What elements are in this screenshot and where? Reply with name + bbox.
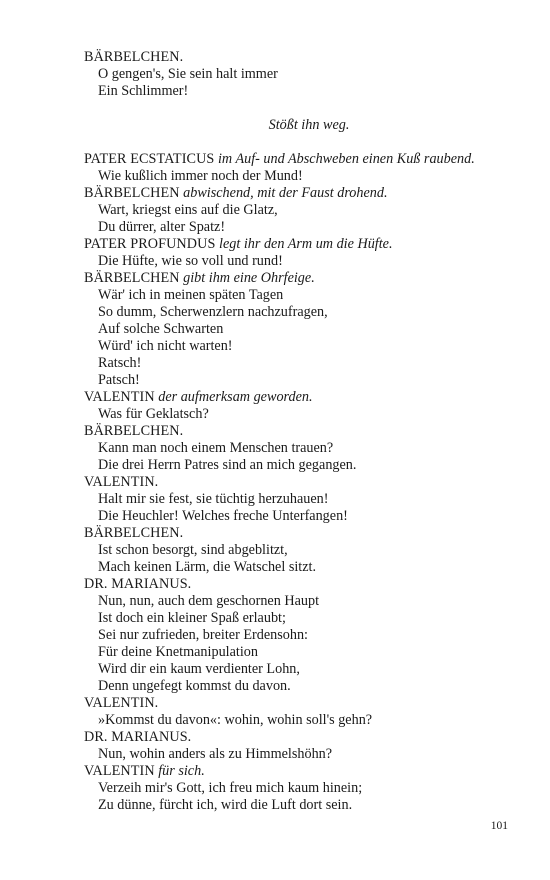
verse-line: Zu dünne, fürcht ich, wird die Luft dort sein. xyxy=(98,797,353,813)
speaker-name: VALENTIN xyxy=(84,389,155,405)
verse-line: Ist schon besorgt, sind abgeblitzt, xyxy=(98,542,288,558)
verse-line: Wie kußlich immer noch der Mund! xyxy=(98,168,303,184)
stage-direction: für sich. xyxy=(154,763,205,779)
speaker-line xyxy=(84,474,524,491)
speaker-line xyxy=(84,389,524,406)
centered-stage-direction: Stößt ihn weg. xyxy=(268,117,350,133)
verse-line: Kann man noch einem Menschen trauen? xyxy=(98,440,334,456)
verse-line: Patsch! xyxy=(98,372,140,388)
verse-line: Verzeih mir's Gott, ich freu mich kaum hinein; xyxy=(98,780,363,796)
speaker-name: PATER ECSTATICUS xyxy=(84,151,215,167)
verse-line: Was für Geklatsch? xyxy=(98,406,209,422)
stage-direction: abwischend, mit der Faust drohend. xyxy=(179,185,388,201)
verse-line: Ist doch ein kleiner Spaß erlaubt; xyxy=(98,610,286,626)
verse-line: Nun, nun, auch dem geschornen Haupt xyxy=(98,593,320,609)
verse-line: Wart, kriegst eins auf die Glatz, xyxy=(98,202,278,218)
verse-line: Auf solche Schwarten xyxy=(98,321,224,337)
speaker-line xyxy=(84,423,524,440)
speaker-line xyxy=(84,185,524,202)
speaker-name: BÄRBELCHEN xyxy=(84,185,180,201)
speaker-line xyxy=(84,763,524,780)
stage-direction: gibt ihm eine Ohrfeige. xyxy=(179,270,315,286)
verse-line: Ratsch! xyxy=(98,355,142,371)
verse-line: Denn ungefegt kommst du davon. xyxy=(98,678,291,694)
verse-line: Sei nur zufrieden, breiter Erdensohn: xyxy=(98,627,308,643)
play-text xyxy=(84,49,524,814)
speaker-name: BÄRBELCHEN. xyxy=(84,423,184,439)
verse-line: Wird dir ein kaum verdienter Lohn, xyxy=(98,661,300,677)
stage-direction: legt ihr den Arm um die Hüfte. xyxy=(215,236,393,252)
verse-line: Nun, wohin anders als zu Himmelshöhn? xyxy=(98,746,333,762)
stage-direction: der aufmerksam geworden. xyxy=(154,389,313,405)
speaker-name: BÄRBELCHEN xyxy=(84,270,180,286)
verse-line: Wär' ich in meinen späten Tagen xyxy=(98,287,284,303)
verse-line: Mach keinen Lärm, die Watschel sitzt. xyxy=(98,559,317,575)
speaker-name: DR. MARIANUS. xyxy=(84,576,192,592)
speaker-name: VALENTIN xyxy=(84,763,155,779)
speaker-name: VALENTIN. xyxy=(84,474,159,490)
verse-line: So dumm, Scherwenzlern nachzufragen, xyxy=(98,304,328,320)
speaker-name: PATER PROFUNDUS xyxy=(84,236,216,252)
verse-line: Die Heuchler! Welches freche Unterfangen! xyxy=(98,508,348,524)
page-number: 101 xyxy=(490,820,508,832)
speaker-name: DR. MARIANUS. xyxy=(84,729,192,745)
speaker-line xyxy=(84,525,524,542)
verse-line: Für deine Knetmanipulation xyxy=(98,644,258,660)
verse-line: Du dürrer, alter Spatz! xyxy=(98,219,226,235)
speaker-name: BÄRBELCHEN. xyxy=(84,49,184,65)
verse-line: Ein Schlimmer! xyxy=(98,83,189,99)
speaker-line xyxy=(84,695,524,712)
verse-line: Die Hüfte, wie so voll und rund! xyxy=(98,253,283,269)
speaker-line xyxy=(84,270,524,287)
speaker-line xyxy=(84,151,524,168)
verse-line: Die drei Herrn Patres sind an mich gegangen. xyxy=(98,457,357,473)
verse-line: Würd' ich nicht warten! xyxy=(98,338,233,354)
speaker-name: VALENTIN. xyxy=(84,695,159,711)
stage-direction: im Auf- und Abschweben einen Kuß raubend. xyxy=(214,151,475,167)
speaker-line xyxy=(84,49,524,66)
speaker-name: BÄRBELCHEN. xyxy=(84,525,184,541)
speaker-line xyxy=(84,729,524,746)
verse-line: Halt mir sie fest, sie tüchtig herzuhauen! xyxy=(98,491,329,507)
verse-line: O gengen's, Sie sein halt immer xyxy=(98,66,278,82)
verse-line: »Kommst du davon«: wohin, wohin soll's gehn? xyxy=(98,712,373,728)
speaker-line xyxy=(84,236,524,253)
speaker-line xyxy=(84,576,524,593)
